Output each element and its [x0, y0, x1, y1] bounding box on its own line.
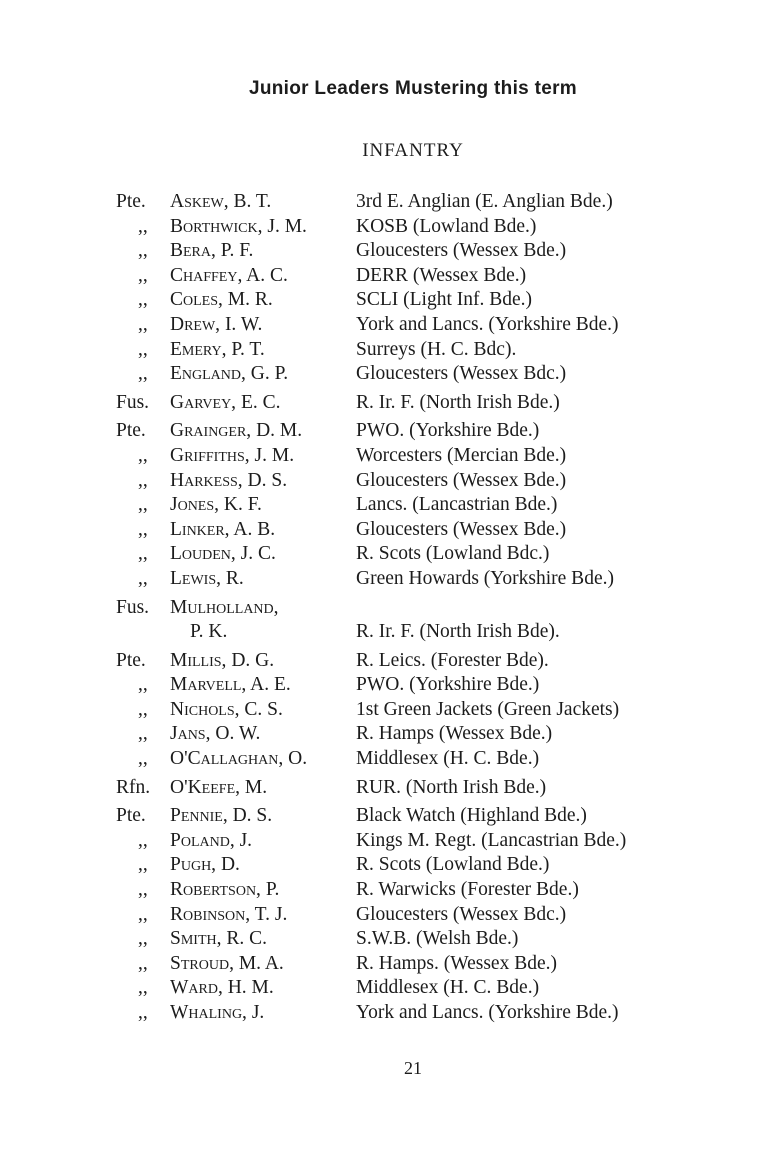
unit-assignment: 3rd E. Anglian (E. Anglian Bde.): [356, 191, 613, 212]
surname: England,: [170, 363, 246, 385]
member-name: [190, 620, 227, 645]
unit-assignment: York and Lancs. (Yorkshire Bde.): [356, 313, 619, 335]
rank: Pte.: [116, 649, 146, 671]
unit-assignment: PWO. (Yorkshire Bde.): [356, 420, 540, 442]
surname: Robinson,: [170, 903, 251, 925]
rank: ,,: [138, 338, 148, 360]
list-item: [0, 493, 780, 518]
surname: Pugh,: [170, 854, 217, 876]
initials: G. P.: [250, 363, 289, 385]
initials: M. R.: [227, 289, 273, 311]
unit-assignment: Middlesex (H. C. Bde.): [356, 977, 540, 999]
initials: R. C.: [226, 928, 268, 950]
surname: Linker,: [170, 518, 230, 540]
unit-assignment: R. Hamps. (Wessex Bde.): [356, 952, 557, 974]
unit-assignment: DERR (Wessex Bde.): [356, 264, 527, 286]
unit-assignment: Lancs. (Lancastrian Bde.): [356, 494, 558, 516]
member-name: [170, 190, 271, 215]
member-name: [170, 419, 302, 444]
unit-assignment: S.W.B. (Welsh Bde.): [356, 928, 519, 950]
unit-assignment: PWO. (Yorkshire Bde.): [356, 674, 540, 696]
unit-assignment: Green Howards (Yorkshire Bde.): [356, 567, 614, 589]
list-item: [0, 776, 780, 801]
list-item: [0, 444, 780, 469]
surname: Ward,: [170, 977, 223, 999]
list-item: [0, 542, 780, 567]
list-item: [0, 903, 780, 928]
member-name: [170, 952, 284, 977]
surname: Lewis,: [170, 567, 222, 589]
rank: Fus.: [116, 391, 150, 413]
initials: J. M.: [267, 215, 307, 237]
unit-assignment: Gloucesters (Wessex Bde.): [356, 518, 567, 540]
list-item: [0, 391, 780, 416]
member-name: [170, 747, 307, 772]
initials: O.: [288, 748, 308, 770]
rank: ,,: [138, 903, 148, 925]
rank: ,,: [138, 748, 148, 770]
initials: P. K.: [190, 621, 228, 643]
member-name: [170, 804, 272, 829]
rank: ,,: [138, 723, 148, 745]
member-name: [170, 698, 283, 723]
member-name: [170, 649, 274, 674]
list-item: [0, 288, 780, 313]
list-item: [0, 804, 780, 829]
member-name: [170, 927, 267, 952]
list-item: [0, 419, 780, 444]
member-name: [170, 776, 267, 801]
surname: Pennie,: [170, 805, 228, 827]
rank: ,,: [138, 879, 148, 901]
member-name: [170, 722, 260, 747]
member-name: [170, 362, 288, 387]
surname: Chaffey,: [170, 264, 243, 286]
page-title: Junior Leaders Mustering this term: [249, 78, 577, 99]
member-name: [170, 976, 274, 1001]
unit-assignment: RUR. (North Irish Bde.): [356, 776, 547, 798]
list-item: [0, 215, 780, 240]
surname: O'Callaghan,: [170, 748, 284, 770]
member-name: [170, 239, 253, 264]
surname: Whaling,: [170, 1002, 247, 1023]
list-item: [0, 722, 780, 747]
surname: Drew,: [170, 313, 221, 335]
initials: D.: [220, 854, 240, 876]
initials: P.: [265, 879, 280, 901]
rank: ,,: [138, 674, 148, 696]
list-item: [0, 469, 780, 494]
surname: Millis,: [170, 649, 227, 671]
rank: Pte.: [116, 191, 146, 212]
initials: A. C.: [246, 264, 288, 286]
surname: Borthwick,: [170, 215, 263, 237]
rank: ,,: [138, 444, 148, 466]
member-name: [170, 567, 244, 592]
rank: Pte.: [116, 420, 146, 442]
rank: ,,: [138, 264, 148, 286]
rank: ,,: [138, 977, 148, 999]
surname: Harkess,: [170, 469, 243, 491]
rank: Rfn.: [116, 776, 151, 798]
list-item: [0, 239, 780, 264]
rank: ,,: [138, 829, 148, 851]
rank: ,,: [138, 289, 148, 311]
list-item: [0, 927, 780, 952]
unit-assignment: Gloucesters (Wessex Bde.): [356, 469, 567, 491]
list-item: [0, 1001, 780, 1026]
initials: A. B.: [233, 518, 276, 540]
list-item: [0, 673, 780, 698]
surname: Smith,: [170, 928, 222, 950]
unit-assignment: R. Ir. F. (North Irish Bde.): [356, 391, 560, 413]
surname: Nichols,: [170, 698, 240, 720]
surname: Louden,: [170, 543, 236, 565]
list-item: [0, 976, 780, 1001]
unit-assignment: Worcesters (Mercian Bde.): [356, 444, 567, 466]
unit-assignment: R. Scots (Lowland Bde.): [356, 854, 550, 876]
unit-assignment: R. Warwicks (Forester Bde.): [356, 879, 579, 901]
member-name: [170, 853, 240, 878]
rank: ,,: [138, 952, 148, 974]
initials: E. C.: [240, 391, 281, 413]
member-name: [170, 264, 288, 289]
unit-assignment: York and Lancs. (Yorkshire Bde.): [356, 1002, 619, 1023]
member-name: [170, 829, 252, 854]
list-item: [0, 878, 780, 903]
initials: O. W.: [215, 723, 261, 745]
muster-list: [0, 190, 780, 1026]
unit-assignment: 1st Green Jackets (Green Jackets): [356, 698, 620, 720]
surname: Askew,: [170, 191, 229, 212]
surname: Mulholland,: [170, 596, 279, 618]
list-item: [0, 649, 780, 674]
surname: Poland,: [170, 829, 235, 851]
page-number: 21: [404, 1058, 422, 1078]
list-item: [0, 313, 780, 338]
rank: ,,: [138, 215, 148, 237]
surname: Stroud,: [170, 952, 234, 974]
list-item: [0, 264, 780, 289]
surname: Emery,: [170, 338, 227, 360]
unit-assignment: R. Leics. (Forester Bde).: [356, 649, 549, 671]
member-name: [170, 215, 307, 240]
rank: ,,: [138, 363, 148, 385]
member-name: [170, 444, 294, 469]
initials: J. C.: [240, 543, 276, 565]
rank: ,,: [138, 494, 148, 516]
initials: K. F.: [223, 494, 262, 516]
member-name: [170, 878, 279, 903]
member-name: [170, 596, 279, 621]
member-name: [170, 673, 291, 698]
surname: O'Keefe,: [170, 776, 240, 798]
initials: D. S.: [247, 469, 288, 491]
unit-assignment: KOSB (Lowland Bde.): [356, 215, 537, 237]
initials: D. M.: [256, 420, 303, 442]
initials: M. A.: [238, 952, 284, 974]
initials: D. S.: [232, 805, 273, 827]
unit-assignment: Black Watch (Highland Bde.): [356, 805, 587, 827]
initials: R.: [225, 567, 244, 589]
initials: A. E.: [250, 674, 291, 696]
unit-assignment: R. Ir. F. (North Irish Bde).: [356, 621, 560, 643]
initials: J. M.: [254, 444, 295, 466]
list-item: [0, 518, 780, 543]
member-name: [170, 1001, 264, 1026]
initials: T. J.: [254, 903, 288, 925]
surname: Robertson,: [170, 879, 261, 901]
rank: ,,: [138, 469, 148, 491]
unit-assignment: Kings M. Regt. (Lancastrian Bde.): [356, 829, 627, 851]
list-item: [0, 747, 780, 772]
initials: M.: [244, 776, 268, 798]
rank: ,,: [138, 698, 148, 720]
member-name: [170, 518, 275, 543]
surname: Garvey,: [170, 391, 237, 413]
unit-assignment: Gloucesters (Wessex Bdc.): [356, 903, 567, 925]
surname: Jans,: [170, 723, 211, 745]
initials: P. F.: [220, 240, 254, 262]
list-item: [0, 596, 780, 621]
list-item: [0, 362, 780, 387]
initials: J.: [239, 829, 253, 851]
rank: Fus.: [116, 596, 150, 618]
member-name: [170, 903, 287, 928]
unit-assignment: Surreys (H. C. Bdc).: [356, 338, 517, 360]
list-item: [0, 567, 780, 592]
initials: D. G.: [231, 649, 275, 671]
initials: I. W.: [224, 313, 263, 335]
member-name: [170, 313, 262, 338]
list-item: [0, 698, 780, 723]
rank: ,,: [138, 240, 148, 262]
surname: Jones,: [170, 494, 220, 516]
surname: Griffiths,: [170, 444, 250, 466]
surname: Coles,: [170, 289, 223, 311]
member-name: [170, 542, 276, 567]
initials: C. S.: [244, 698, 283, 720]
list-item: [0, 190, 780, 215]
section-heading: INFANTRY: [362, 140, 464, 161]
initials: B. T.: [233, 191, 272, 212]
rank: Pte.: [116, 805, 146, 827]
rank: ,,: [138, 1002, 148, 1023]
unit-assignment: Gloucesters (Wessex Bdc.): [356, 363, 567, 385]
surname: Bera,: [170, 240, 216, 262]
surname: Marvell,: [170, 674, 247, 696]
list-item: [0, 853, 780, 878]
member-name: [170, 493, 262, 518]
unit-assignment: R. Hamps (Wessex Bde.): [356, 723, 553, 745]
initials: J.: [251, 1002, 265, 1023]
rank: ,,: [138, 543, 148, 565]
initials: P. T.: [231, 338, 265, 360]
rank: ,,: [138, 928, 148, 950]
unit-assignment: R. Scots (Lowland Bdc.): [356, 543, 550, 565]
surname: Grainger,: [170, 420, 252, 442]
rank: ,,: [138, 518, 148, 540]
rank: ,,: [138, 854, 148, 876]
initials: H. M.: [227, 977, 274, 999]
rank: ,,: [138, 567, 148, 589]
member-name: [170, 338, 265, 363]
member-name: [170, 469, 287, 494]
list-item: [0, 829, 780, 854]
list-item: [0, 952, 780, 977]
unit-assignment: Middlesex (H. C. Bde.): [356, 748, 540, 770]
rank: ,,: [138, 313, 148, 335]
member-name: [170, 391, 280, 416]
member-name: [170, 288, 273, 313]
list-item: [0, 338, 780, 363]
unit-assignment: SCLI (Light Inf. Bde.): [356, 289, 533, 311]
unit-assignment: Gloucesters (Wessex Bde.): [356, 240, 567, 262]
list-item: [0, 620, 780, 645]
